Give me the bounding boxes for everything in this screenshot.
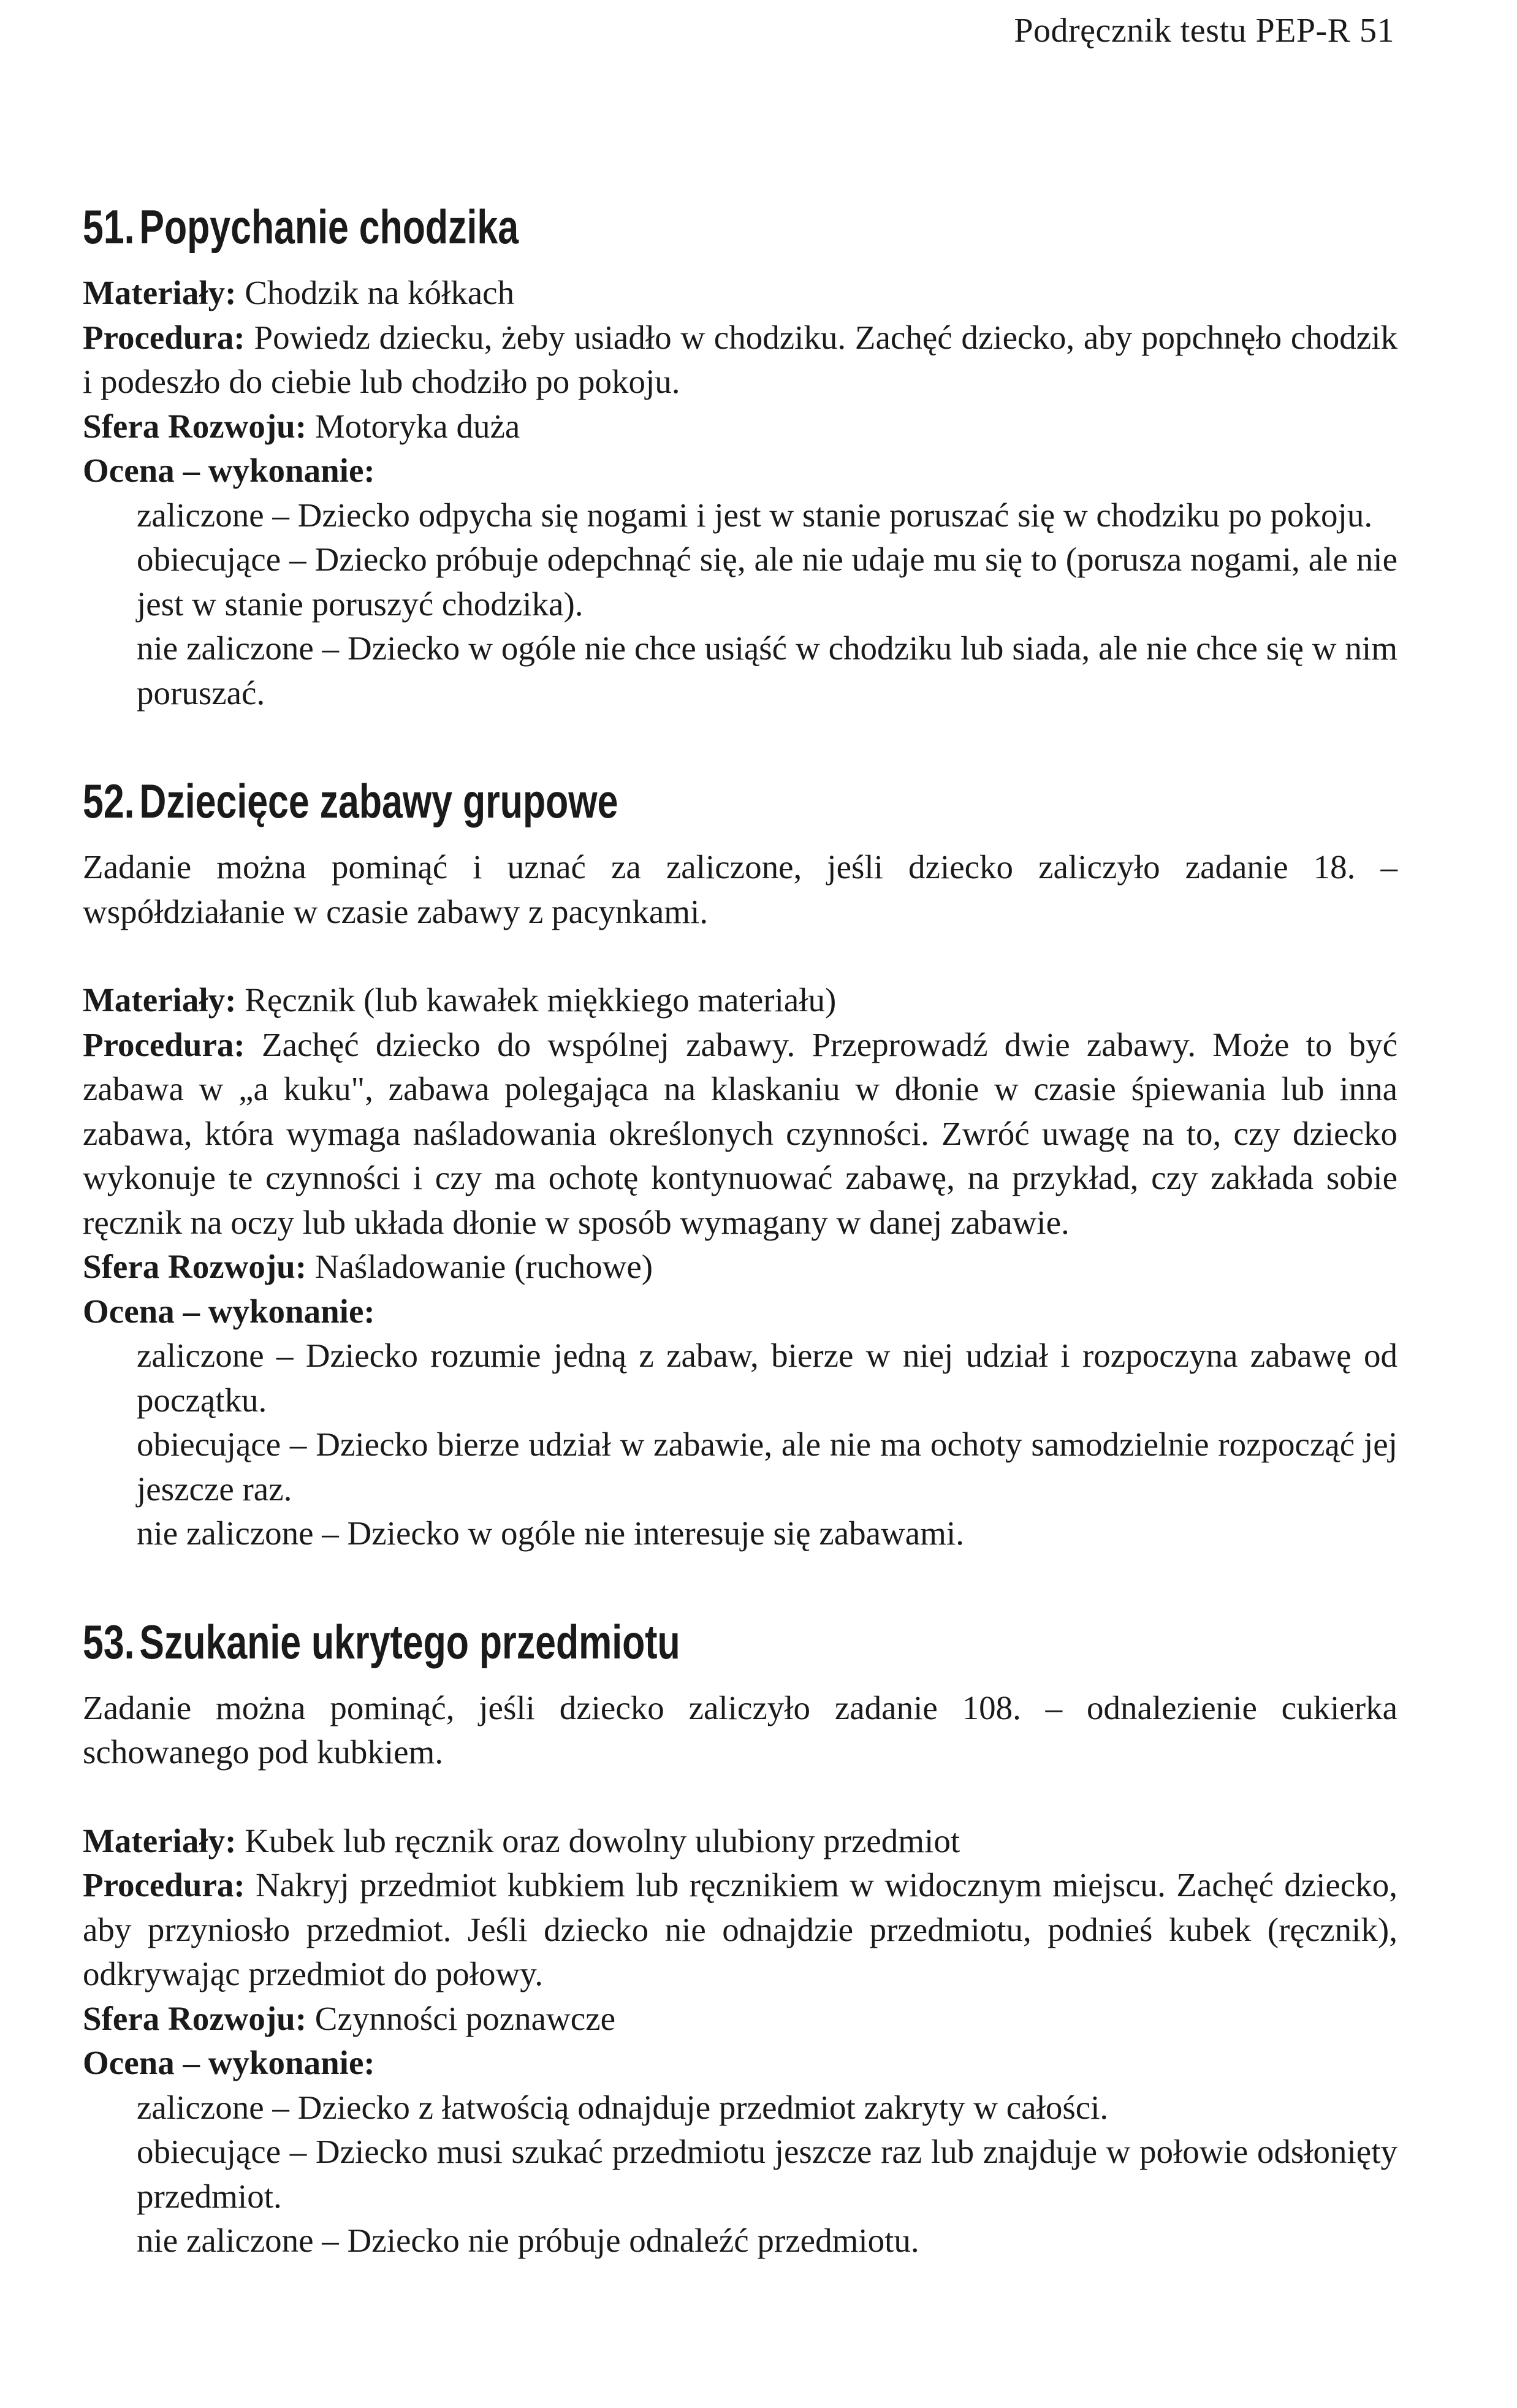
procedure-label: Procedura: (83, 318, 245, 356)
evaluation-emerging: obiecujące – Dziecko musi szukać przedmiotu jeszcze raz lub znajduje w połowie odsłonięty przedmiot. (137, 2133, 1397, 2215)
section-heading (83, 196, 1108, 257)
procedure-text: Zachęć dziecko do wspólnej zabawy. Przeprowadź dwie zabawy. Może to być zabawa w „a kuku", zabawa polegająca na klaskaniu w dłonie w czasie śpiewania lub inna zabawa, która wymaga naśladowania określonych czynności. Zwróć uwagę na to, czy dziecko wykonuje te czynności i czy ma ochotę kontynuować zabawę, na przykład, czy zakłada sobie ręcznik na oczy lub układa dłonie w sposób wymagany w danej zabawie. (83, 1025, 1397, 1241)
sphere-text: Motoryka duża (314, 407, 520, 445)
materials-label: Materiały: (83, 981, 237, 1019)
procedure-line (83, 1863, 1397, 1997)
running-header: Podręcznik testu PEP-R 51 (1014, 12, 1394, 50)
section-note: Zadanie można pominąć i uznać za zaliczone, jeśli dziecko zaliczyło zadanie 18. – współdziałanie w czasie zabawy z pacynkami. (83, 848, 1397, 930)
section-heading (83, 770, 1108, 832)
section-number: 51. (83, 200, 135, 254)
evaluation-passed: zaliczone – Dziecko rozumie jedną z zabaw, bierze w niej udział i rozpoczyna zabawę od początku. (137, 1337, 1397, 1419)
section-53 (83, 1611, 1397, 2263)
sphere-line (83, 404, 1397, 449)
procedure-label: Procedura: (83, 1866, 245, 1904)
sphere-label: Sfera Rozwoju: (83, 1248, 307, 1285)
sphere-label: Sfera Rozwoju: (83, 407, 307, 445)
evaluation-emerging: obiecujące – Dziecko bierze udział w zabawie, ale nie ma ochoty samodzielnie rozpocząć jej jeszcze raz. (137, 1426, 1397, 1508)
materials-line (83, 978, 1397, 1023)
section-51 (83, 196, 1397, 715)
sphere-text: Czynności poznawcze (314, 1999, 616, 2037)
procedure-line (83, 1023, 1397, 1245)
section-heading (83, 1611, 1108, 1673)
evaluation-emerging: obiecujące – Dziecko próbuje odepchnąć się, ale nie udaje mu się to (porusza nogami, ale nie jest w stanie poruszyć chodzika). (137, 541, 1397, 623)
materials-line (83, 271, 1397, 316)
section-title: Dziecięce zabawy grupowe (139, 774, 618, 828)
section-number: 53. (83, 1614, 135, 1669)
evaluation-passed: zaliczone – Dziecko odpycha się nogami i jest w stanie poruszać się w chodziku po pokoju. (137, 496, 1373, 534)
materials-label: Materiały: (83, 274, 237, 311)
procedure-line (83, 316, 1397, 404)
materials-text: Kubek lub ręcznik oraz dowolny ulubiony przedmiot (245, 1821, 960, 1859)
evaluation-label: Ocena – wykonanie: (83, 452, 375, 489)
section-note: Zadanie można pominąć, jeśli dziecko zaliczyło zadanie 108. – odnalezienie cukierka schowanego pod kubkiem. (83, 1688, 1397, 1771)
section-number: 52. (83, 774, 135, 828)
materials-text: Chodzik na kółkach (245, 274, 515, 311)
evaluation-passed: zaliczone – Dziecko z łatwością odnajduje przedmiot zakryty w całości. (137, 2088, 1109, 2126)
sphere-text: Naśladowanie (ruchowe) (314, 1248, 653, 1285)
evaluation-label: Ocena – wykonanie: (83, 1292, 375, 1330)
evaluation-failed: nie zaliczone – Dziecko nie próbuje odnaleźć przedmiotu. (137, 2222, 919, 2259)
evaluation-label: Ocena – wykonanie: (83, 2044, 375, 2081)
sphere-label: Sfera Rozwoju: (83, 1999, 307, 2037)
sphere-line (83, 1997, 1397, 2041)
page-body (83, 196, 1397, 2263)
procedure-text: Nakryj przedmiot kubkiem lub ręcznikiem w widocznym miejscu. Zachęć dziecko, aby przyniosło przedmiot. Jeśli dziecko nie odnajdzie przedmiotu, podnieś kubek (ręcznik), odkrywając przedmiot do połowy. (83, 1866, 1398, 1992)
materials-label: Materiały: (83, 1821, 237, 1859)
section-52 (83, 770, 1397, 1556)
sphere-line (83, 1245, 1397, 1289)
evaluation-failed: nie zaliczone – Dziecko w ogóle nie interesuje się zabawami. (137, 1514, 964, 1552)
materials-line (83, 1819, 1397, 1864)
procedure-text: Powiedz dziecku, żeby usiadło w chodziku. Zachęć dziecko, aby popchnęło chodzik i podeszło do ciebie lub chodziło po pokoju. (83, 318, 1397, 400)
materials-text: Ręcznik (lub kawałek miękkiego materiału) (245, 981, 837, 1019)
section-title: Popychanie chodzika (139, 200, 519, 254)
procedure-label: Procedura: (83, 1025, 245, 1063)
evaluation-failed: nie zaliczone – Dziecko w ogóle nie chce usiąść w chodziku lub siada, ale nie chce się w nim poruszać. (137, 629, 1397, 712)
section-title: Szukanie ukrytego przedmiotu (139, 1614, 680, 1669)
